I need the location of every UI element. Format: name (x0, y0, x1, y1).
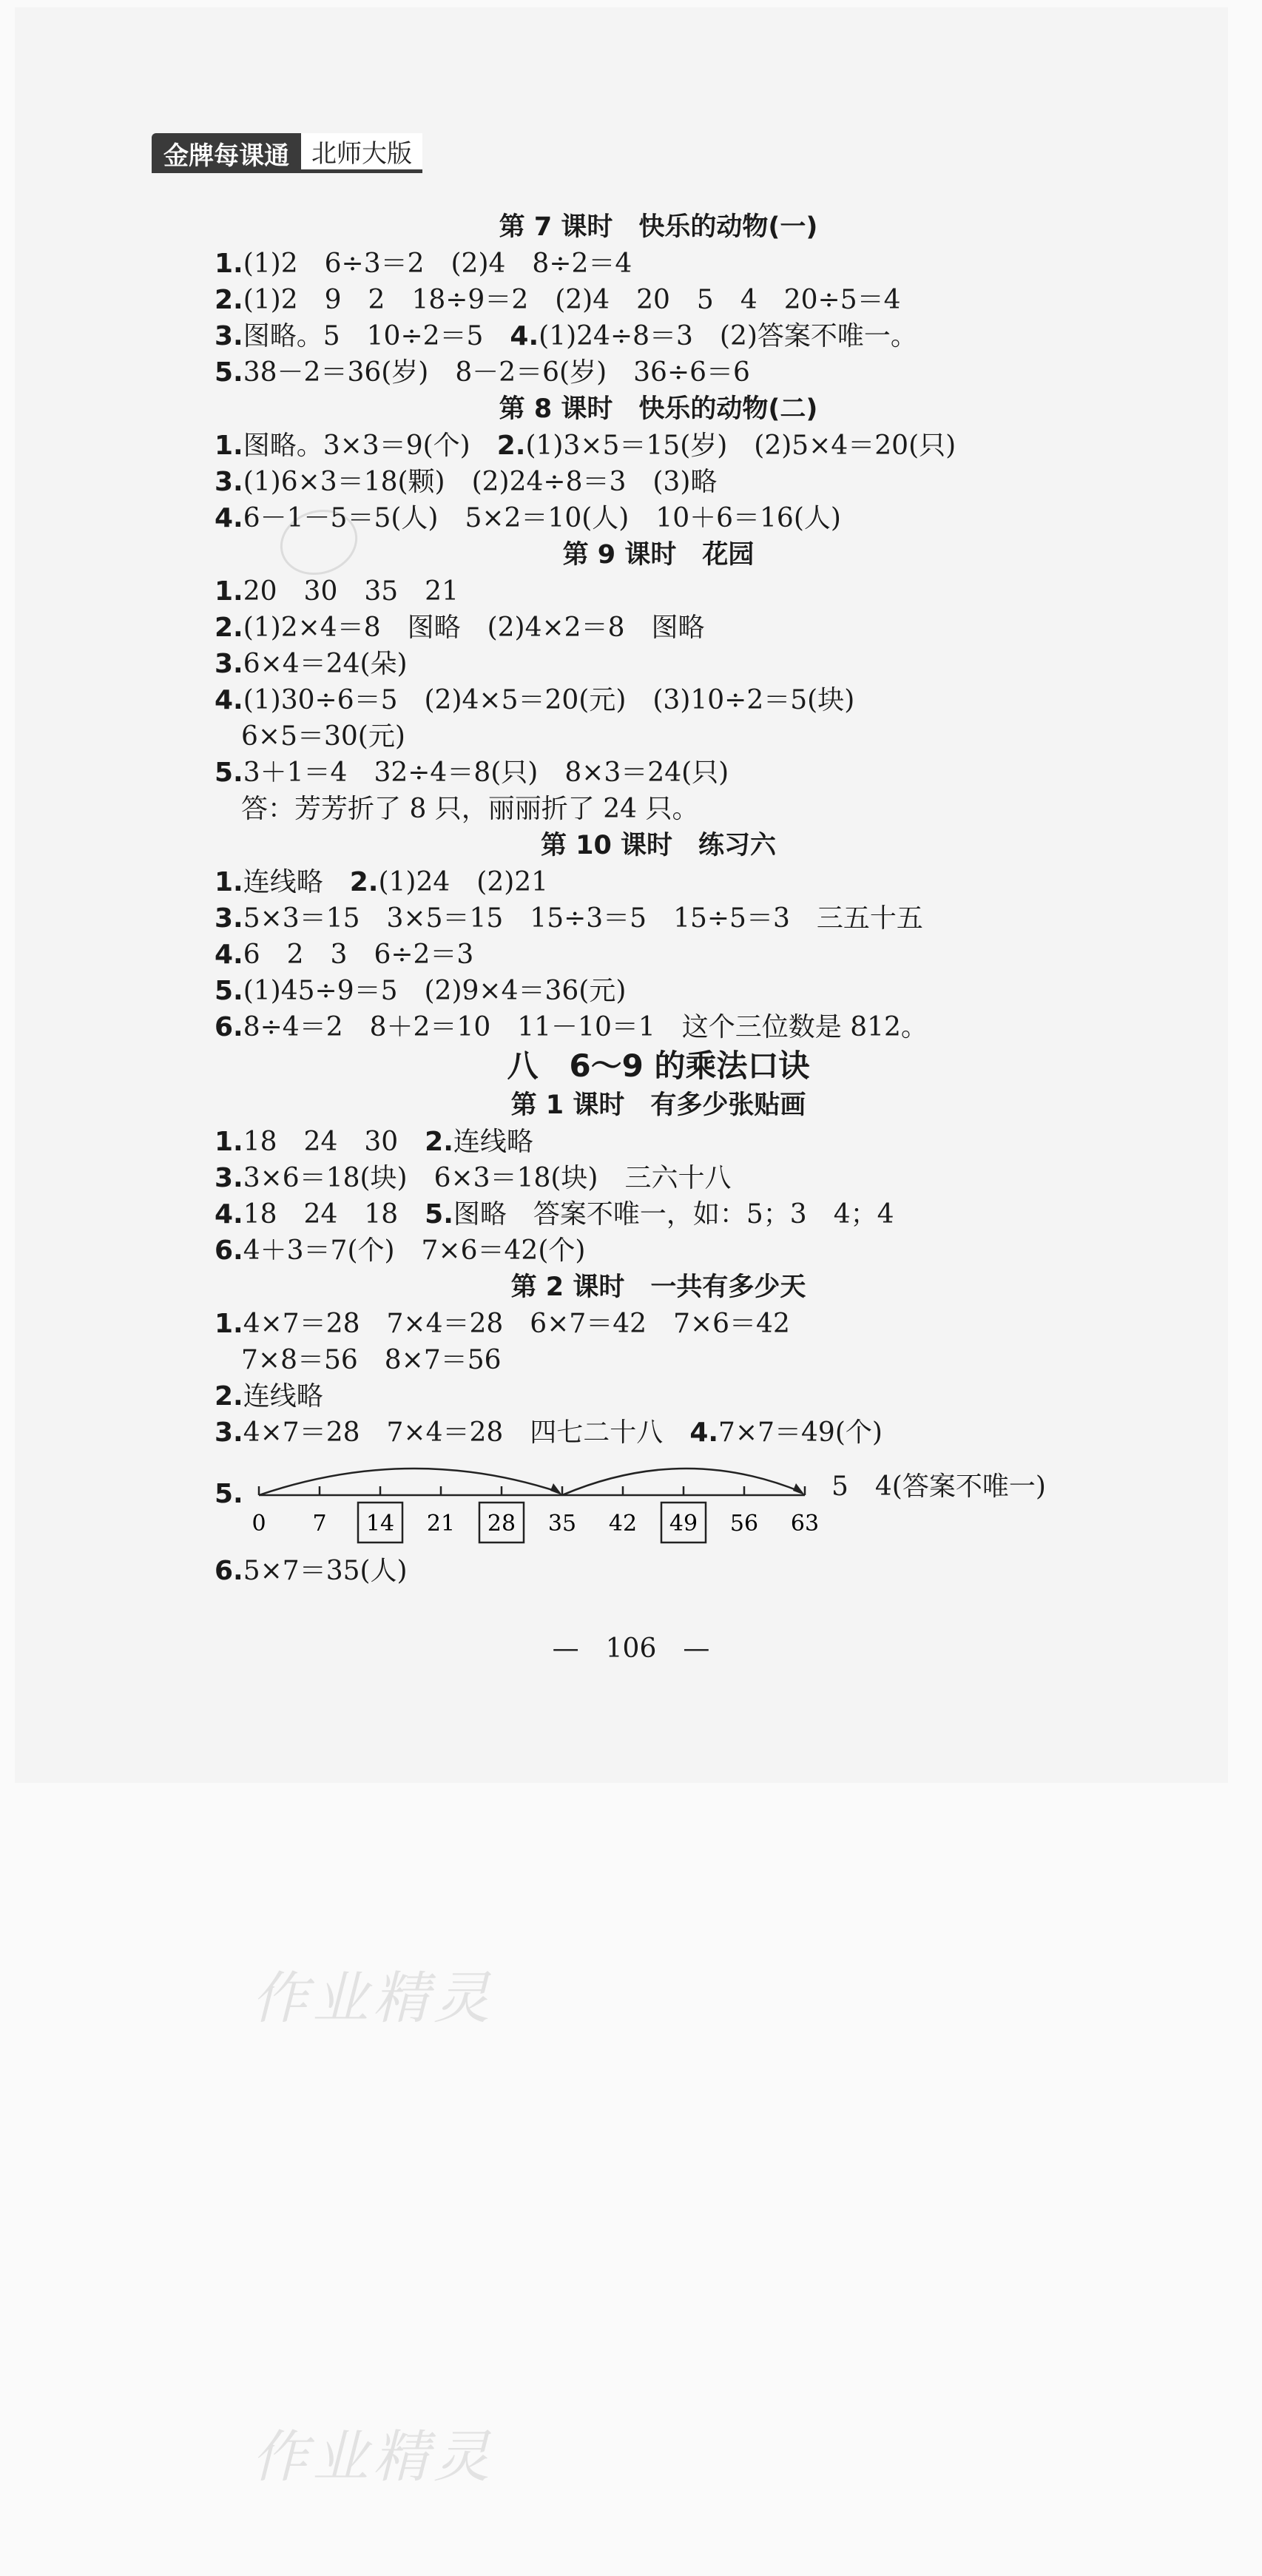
answer-line (215, 1553, 1147, 1589)
answer-line (215, 573, 1147, 610)
question-number: 6. (215, 1235, 243, 1266)
page-number: — 106 — (552, 1633, 710, 1664)
edition-label: 北师大版 (301, 133, 422, 173)
answer-text: 4×7＝28 7×4＝28 6×7＝42 7×6＝42 (243, 1309, 790, 1339)
question-number: 2. (215, 285, 243, 315)
lesson-title: 第 1 课时 有多少张贴画 (510, 1090, 806, 1120)
book-header (152, 133, 422, 173)
answer-line (215, 1160, 1147, 1196)
question-number: 4. (689, 1417, 719, 1448)
question-number: 4. (215, 1199, 243, 1230)
answer-text: 图略 答案不唯一，如：5；3 4；4 (453, 1199, 894, 1230)
answer-text: 38－2＝36(岁) 8－2＝6(岁) 36÷6＝6 (243, 357, 750, 388)
arrow-head (793, 1483, 805, 1495)
answer-text: 连线略 (453, 1127, 533, 1157)
answer-text: (1)24÷8＝3 (2)答案不唯一。 (539, 321, 917, 351)
answer-text: 图略。3×3＝9(个) (243, 431, 497, 461)
question-number: 4. (215, 503, 243, 533)
answer-line (215, 1009, 1147, 1045)
answer-line (215, 428, 1147, 464)
tick-label: 56 (729, 1511, 759, 1537)
tick-label: 0 (252, 1511, 266, 1537)
tick-label: 49 (669, 1511, 698, 1537)
answer-text: 5×3＝15 3×5＝15 15÷3＝5 15÷5＝3 三五十五 (243, 903, 923, 934)
answer-text: (1)2 9 2 18÷9＝2 (2)4 20 5 4 20÷5＝4 (243, 285, 901, 315)
number-line-question (215, 1451, 1147, 1553)
lesson-title: 第 2 课时 一共有多少天 (510, 1272, 806, 1302)
answer-text: 4×7＝28 7×4＝28 四七二十八 (243, 1417, 690, 1448)
question-number: 3. (215, 1417, 243, 1448)
answer-line (215, 464, 1147, 500)
answer-text: (1)6×3＝18(颗) (2)24÷8＝3 (3)略 (243, 467, 718, 497)
answer-line (215, 718, 1147, 755)
answer-line (215, 682, 1147, 718)
question-number: 4. (215, 685, 243, 715)
answer-line (215, 318, 1147, 354)
tick-label: 35 (547, 1511, 577, 1537)
answer-text: 连线略 (243, 1381, 323, 1412)
answer-line (215, 282, 1147, 318)
answer-text: 答：芳芳折了 8 只，丽丽折了 24 只。 (241, 794, 699, 824)
answer-text: (1)30÷6＝5 (2)4×5＝20(元) (3)10÷2＝5(块) (243, 685, 855, 715)
answer-text: (1)24 (2)21 (378, 867, 549, 897)
question-number: 3. (215, 903, 243, 934)
question-number: 1. (215, 431, 243, 461)
question-number: 2. (349, 867, 379, 897)
tick-label: 21 (426, 1511, 456, 1537)
answer-line (215, 1415, 1147, 1451)
answer-content (215, 209, 1147, 1589)
answer-text: (1)45÷9＝5 (2)9×4＝36(元) (243, 976, 627, 1006)
answer-text: (1)3×5＝15(岁) (2)5×4＝20(只) (525, 431, 956, 461)
question-number: 3. (215, 321, 243, 351)
question-number: 1. (215, 249, 243, 279)
question-number: 6. (215, 1012, 243, 1042)
lesson-title: 第 9 课时 花园 (562, 540, 755, 570)
answer-line (215, 1196, 1147, 1233)
answer-text: 连线略 (243, 867, 350, 897)
arrow-head (550, 1483, 562, 1495)
answer-text: 20 30 35 21 (243, 576, 459, 607)
question-number: 6. (215, 1556, 243, 1586)
tick-label: 14 (365, 1511, 395, 1537)
brand-label: 金牌每课通 (152, 133, 301, 173)
answer-line (215, 1378, 1147, 1415)
answer-text: 6×5＝30(元) (241, 721, 405, 752)
answer-text: (1)2 6÷3＝2 (2)4 8÷2＝4 (243, 249, 632, 279)
answer-text: 图略。5 10÷2＝5 (243, 321, 510, 351)
answer-line (215, 900, 1147, 937)
question-number: 3. (215, 649, 243, 679)
answer-text: 6 2 3 6÷2＝3 (243, 940, 474, 970)
answer-line (215, 864, 1147, 900)
watermark-bottom: 作业精灵 (252, 2424, 494, 2489)
question-number: 3. (215, 1163, 243, 1193)
answer-text: 3×6＝18(块) 6×3＝18(块) 三六十八 (243, 1163, 732, 1193)
answer-line (215, 973, 1147, 1009)
answer-line (215, 1124, 1147, 1160)
answer-line (215, 500, 1147, 536)
unit-title: 八 6～9 的乘法口诀 (507, 1048, 810, 1084)
question-number: 5. (215, 758, 243, 788)
answer-text: (1)2×4＝8 图略 (2)4×2＝8 图略 (243, 613, 705, 643)
answer-text: 5 4(答案不唯一) (831, 1471, 1046, 1502)
answer-text: 7×8＝56 8×7＝56 (241, 1345, 502, 1375)
answer-line (215, 610, 1147, 646)
answer-line (215, 1342, 1147, 1378)
question-number: 4. (215, 940, 243, 970)
answer-line (215, 755, 1147, 791)
question-number: 5. (215, 1479, 243, 1509)
answer-line (215, 1306, 1147, 1342)
question-number: 5. (215, 976, 243, 1006)
lesson-title: 第 10 课时 练习六 (540, 831, 777, 860)
answer-line (215, 791, 1147, 827)
answer-text: 6－1－5＝5(人) 5×2＝10(人) 10＋6＝16(人) (243, 503, 841, 533)
answer-text: 4＋3＝7(个) 7×6＝42(个) (243, 1235, 586, 1266)
question-number: 5. (215, 357, 243, 388)
number-line-diagram (244, 1451, 821, 1553)
answer-text: 6×4＝24(朵) (243, 649, 408, 679)
answer-text: 18 24 18 (243, 1199, 425, 1230)
hop-arrow (259, 1469, 559, 1495)
answer-text: 3＋1＝4 32÷4＝8(只) 8×3＝24(只) (243, 758, 729, 788)
question-number: 5. (425, 1199, 453, 1230)
answer-text: 18 24 30 (243, 1127, 425, 1157)
question-number: 2. (215, 1381, 243, 1412)
question-number: 1. (215, 867, 243, 897)
question-number: 2. (496, 431, 526, 461)
answer-text: 8÷4＝2 8＋2＝10 11－10＝1 这个三位数是 812。 (243, 1012, 928, 1042)
question-number: 1. (215, 1127, 243, 1157)
answer-line (215, 646, 1147, 682)
answer-line (215, 937, 1147, 973)
question-number: 2. (215, 613, 243, 643)
question-number: 2. (425, 1127, 453, 1157)
question-number: 4. (510, 321, 539, 351)
tick-label: 28 (487, 1511, 516, 1537)
watermark-top: 作业精灵 (252, 1965, 494, 2031)
tick-label: 42 (608, 1511, 638, 1537)
tick-label: 63 (790, 1511, 820, 1537)
lesson-title: 第 8 课时 快乐的动物(二) (499, 394, 818, 424)
hop-arrow (562, 1469, 802, 1495)
answer-text: 7×7＝49(个) (718, 1417, 883, 1448)
question-number: 1. (215, 576, 243, 607)
question-number: 3. (215, 467, 243, 497)
answer-line (215, 354, 1147, 391)
tick-label: 7 (312, 1511, 327, 1537)
answer-line (215, 246, 1147, 282)
lesson-title: 第 7 课时 快乐的动物(一) (499, 212, 818, 242)
answer-text: 5×7＝35(人) (243, 1556, 408, 1586)
answer-line (215, 1233, 1147, 1269)
question-number: 1. (215, 1309, 243, 1339)
